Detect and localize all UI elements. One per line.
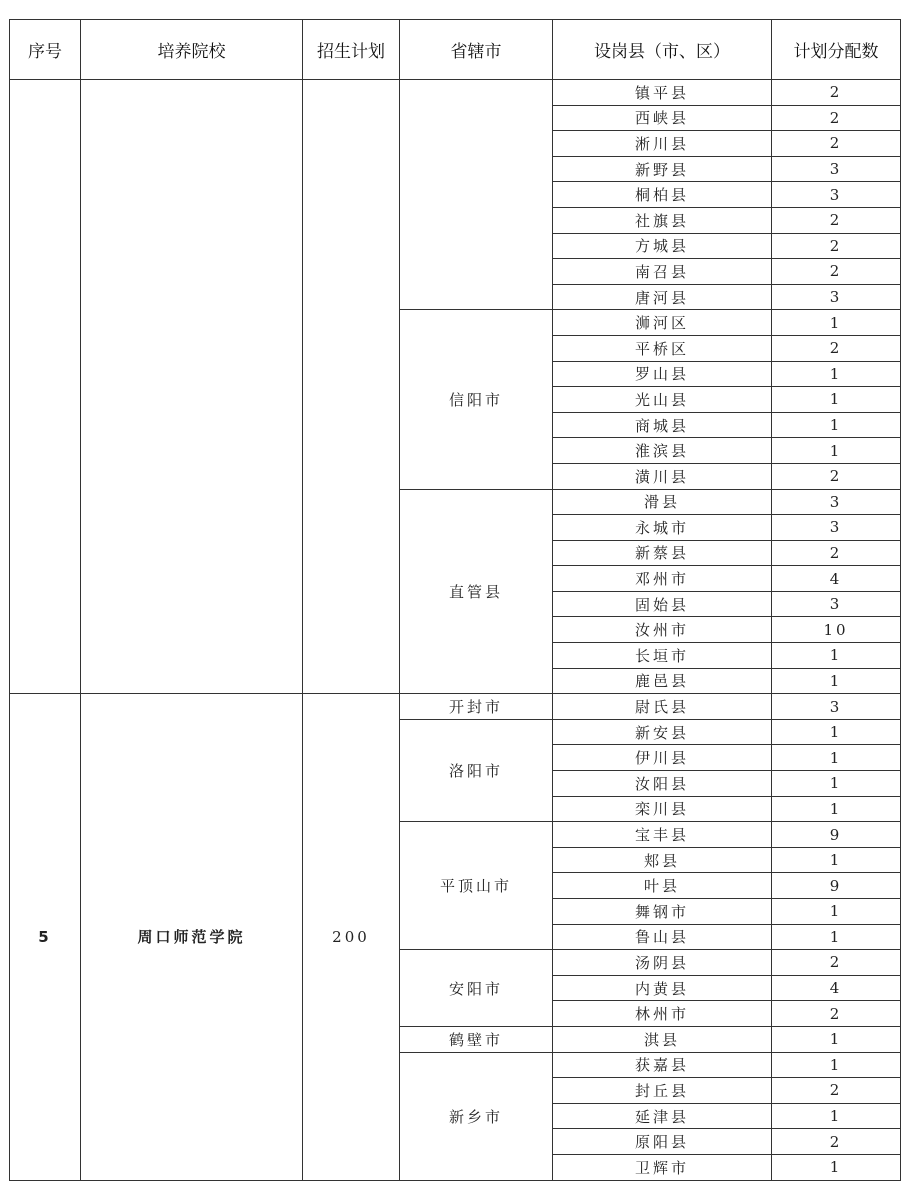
cell-county: 永城市 bbox=[553, 515, 772, 541]
cell-county: 桐柏县 bbox=[553, 182, 772, 208]
cell-city: 平顶山市 bbox=[400, 822, 553, 950]
cell-allocation: 3 bbox=[772, 182, 901, 208]
cell-county: 尉氏县 bbox=[553, 694, 772, 720]
cell-county: 汝州市 bbox=[553, 617, 772, 643]
table-row bbox=[10, 80, 901, 106]
cell-allocation: 1 bbox=[772, 310, 901, 336]
cell-allocation: 2 bbox=[772, 233, 901, 259]
header-allocation: 计划分配数 bbox=[772, 20, 901, 80]
cell-allocation: 1 bbox=[772, 719, 901, 745]
cell-county: 林州市 bbox=[553, 1001, 772, 1027]
header-city: 省辖市 bbox=[400, 20, 553, 80]
cell-county: 罗山县 bbox=[553, 361, 772, 387]
cell-county: 长垣市 bbox=[553, 643, 772, 669]
cell-allocation: 4 bbox=[772, 975, 901, 1001]
cell-county: 封丘县 bbox=[553, 1078, 772, 1104]
cell-allocation: 1 bbox=[772, 796, 901, 822]
cell-allocation: 3 bbox=[772, 591, 901, 617]
cell-allocation: 10 bbox=[772, 617, 901, 643]
cell-county: 舞钢市 bbox=[553, 899, 772, 925]
cell-allocation: 2 bbox=[772, 207, 901, 233]
cell-allocation: 3 bbox=[772, 156, 901, 182]
cell-city: 直管县 bbox=[400, 489, 553, 694]
cell-city: 安阳市 bbox=[400, 950, 553, 1027]
cell-county: 淮滨县 bbox=[553, 438, 772, 464]
cell-county: 镇平县 bbox=[553, 80, 772, 106]
cell-allocation: 2 bbox=[772, 105, 901, 131]
cell-allocation: 1 bbox=[772, 899, 901, 925]
cell-allocation: 2 bbox=[772, 335, 901, 361]
cell-city: 开封市 bbox=[400, 694, 553, 720]
cell-allocation: 2 bbox=[772, 1078, 901, 1104]
cell-allocation: 1 bbox=[772, 361, 901, 387]
cell-allocation: 2 bbox=[772, 540, 901, 566]
header-plan: 招生计划 bbox=[303, 20, 400, 80]
cell-allocation: 1 bbox=[772, 745, 901, 771]
cell-seq bbox=[10, 80, 81, 694]
cell-allocation: 1 bbox=[772, 438, 901, 464]
cell-county: 叶县 bbox=[553, 873, 772, 899]
cell-county: 滑县 bbox=[553, 489, 772, 515]
cell-county: 西峡县 bbox=[553, 105, 772, 131]
cell-county: 平桥区 bbox=[553, 335, 772, 361]
cell-county: 南召县 bbox=[553, 259, 772, 285]
cell-allocation: 1 bbox=[772, 1052, 901, 1078]
table-body bbox=[10, 80, 901, 1181]
cell-allocation: 2 bbox=[772, 1001, 901, 1027]
cell-county: 内黄县 bbox=[553, 975, 772, 1001]
cell-allocation: 3 bbox=[772, 489, 901, 515]
cell-county: 浉河区 bbox=[553, 310, 772, 336]
cell-allocation: 1 bbox=[772, 924, 901, 950]
cell-plan bbox=[303, 80, 400, 694]
cell-county: 新野县 bbox=[553, 156, 772, 182]
allocation-table bbox=[9, 19, 901, 1181]
cell-county: 社旗县 bbox=[553, 207, 772, 233]
cell-allocation: 1 bbox=[772, 668, 901, 694]
cell-county: 光山县 bbox=[553, 387, 772, 413]
cell-allocation: 2 bbox=[772, 463, 901, 489]
cell-city: 鹤壁市 bbox=[400, 1026, 553, 1052]
cell-county: 唐河县 bbox=[553, 284, 772, 310]
cell-city: 信阳市 bbox=[400, 310, 553, 489]
header-seq: 序号 bbox=[10, 20, 81, 80]
cell-allocation: 2 bbox=[772, 1129, 901, 1155]
cell-allocation: 1 bbox=[772, 847, 901, 873]
cell-allocation: 1 bbox=[772, 412, 901, 438]
cell-county: 延津县 bbox=[553, 1103, 772, 1129]
header-row bbox=[10, 20, 901, 80]
cell-county: 商城县 bbox=[553, 412, 772, 438]
cell-city: 新乡市 bbox=[400, 1052, 553, 1180]
header-school: 培养院校 bbox=[81, 20, 303, 80]
cell-city bbox=[400, 80, 553, 310]
cell-plan: 200 bbox=[303, 694, 400, 1180]
cell-allocation: 3 bbox=[772, 284, 901, 310]
cell-allocation: 9 bbox=[772, 822, 901, 848]
cell-county: 获嘉县 bbox=[553, 1052, 772, 1078]
cell-allocation: 3 bbox=[772, 515, 901, 541]
cell-county: 方城县 bbox=[553, 233, 772, 259]
cell-county: 淅川县 bbox=[553, 131, 772, 157]
cell-county: 新蔡县 bbox=[553, 540, 772, 566]
cell-county: 鹿邑县 bbox=[553, 668, 772, 694]
cell-county: 淇县 bbox=[553, 1026, 772, 1052]
cell-county: 原阳县 bbox=[553, 1129, 772, 1155]
cell-county: 鲁山县 bbox=[553, 924, 772, 950]
cell-allocation: 1 bbox=[772, 643, 901, 669]
cell-county: 郏县 bbox=[553, 847, 772, 873]
cell-allocation: 2 bbox=[772, 950, 901, 976]
cell-county: 汤阴县 bbox=[553, 950, 772, 976]
cell-county: 潢川县 bbox=[553, 463, 772, 489]
cell-county: 卫辉市 bbox=[553, 1154, 772, 1180]
cell-allocation: 4 bbox=[772, 566, 901, 592]
cell-allocation: 2 bbox=[772, 131, 901, 157]
cell-county: 固始县 bbox=[553, 591, 772, 617]
cell-allocation: 1 bbox=[772, 1154, 901, 1180]
cell-county: 栾川县 bbox=[553, 796, 772, 822]
cell-allocation: 1 bbox=[772, 1026, 901, 1052]
cell-county: 汝阳县 bbox=[553, 771, 772, 797]
cell-county: 伊川县 bbox=[553, 745, 772, 771]
cell-allocation: 1 bbox=[772, 387, 901, 413]
cell-school bbox=[81, 80, 303, 694]
cell-allocation: 3 bbox=[772, 694, 901, 720]
cell-allocation: 9 bbox=[772, 873, 901, 899]
header-county: 设岗县（市、区） bbox=[553, 20, 772, 80]
table-row bbox=[10, 694, 901, 720]
cell-school: 周口师范学院 bbox=[81, 694, 303, 1180]
cell-county: 邓州市 bbox=[553, 566, 772, 592]
cell-allocation: 1 bbox=[772, 771, 901, 797]
cell-city: 洛阳市 bbox=[400, 719, 553, 821]
cell-seq: 5 bbox=[10, 694, 81, 1180]
cell-county: 宝丰县 bbox=[553, 822, 772, 848]
cell-allocation: 2 bbox=[772, 259, 901, 285]
cell-county: 新安县 bbox=[553, 719, 772, 745]
cell-allocation: 2 bbox=[772, 80, 901, 106]
cell-allocation: 1 bbox=[772, 1103, 901, 1129]
